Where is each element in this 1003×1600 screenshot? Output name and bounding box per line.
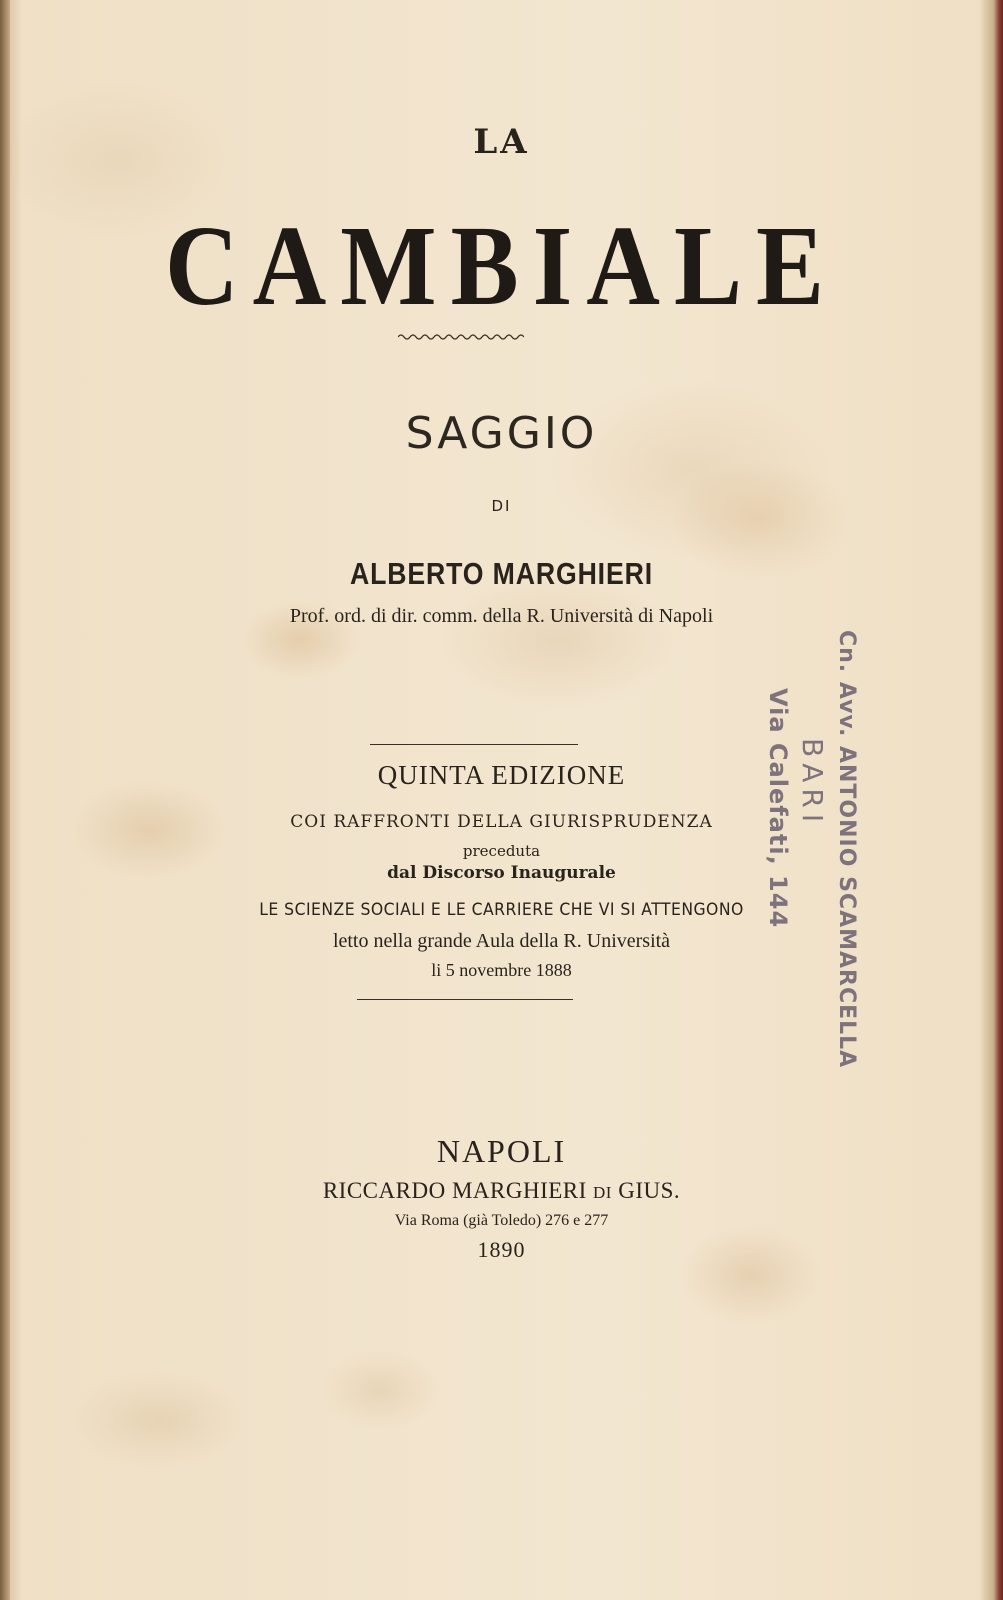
publisher-di: DI xyxy=(593,1183,612,1202)
edition-label: QUINTA EDIZIONE xyxy=(377,760,626,790)
publication-year: 1890 xyxy=(477,1237,526,1262)
discourse-venue: letto nella grande Aula della R. Università xyxy=(332,930,671,952)
discourse-intro: dal Discorso Inaugurale xyxy=(387,863,616,883)
stamp-line-city: BARI xyxy=(796,738,829,829)
stamp-line-address: Via Calefati, 144 xyxy=(764,688,792,929)
by-label: DI xyxy=(491,497,512,515)
rule-top xyxy=(370,744,578,745)
preceduta-label: preceduta xyxy=(462,842,541,860)
discourse-title: LE SCIENZE SOCIALI E LE CARRIERE CHE VI SI ATTENGONO xyxy=(259,900,744,920)
stamp-line-owner: Cn. Avv. ANTONIO SCAMARCELLA xyxy=(834,630,859,1069)
author-credentials: Prof. ord. di dir. comm. della R. Università di Napoli xyxy=(289,605,714,627)
discourse-date: li 5 novembre 1888 xyxy=(431,960,572,980)
imprint-city: NAPOLI xyxy=(436,1133,567,1169)
book-title: CAMBIALE xyxy=(164,203,839,330)
publisher-name: RICCARDO MARGHIERI xyxy=(322,1178,587,1203)
wavy-divider xyxy=(398,331,524,343)
subtitle: SAGGIO xyxy=(405,408,598,459)
ownership-stamp xyxy=(734,630,884,1069)
edition-note: COI RAFFRONTI DELLA GIURISPRUDENZA xyxy=(290,812,713,832)
title-article: LA xyxy=(473,122,530,162)
publisher-address: Via Roma (già Toledo) 276 e 277 xyxy=(394,1212,609,1229)
author-name: ALBERTO MARGHIERI xyxy=(350,556,653,591)
rule-bottom xyxy=(357,999,573,1000)
publisher xyxy=(0,1178,1003,1204)
publisher-suffix: GIUS. xyxy=(618,1178,681,1203)
